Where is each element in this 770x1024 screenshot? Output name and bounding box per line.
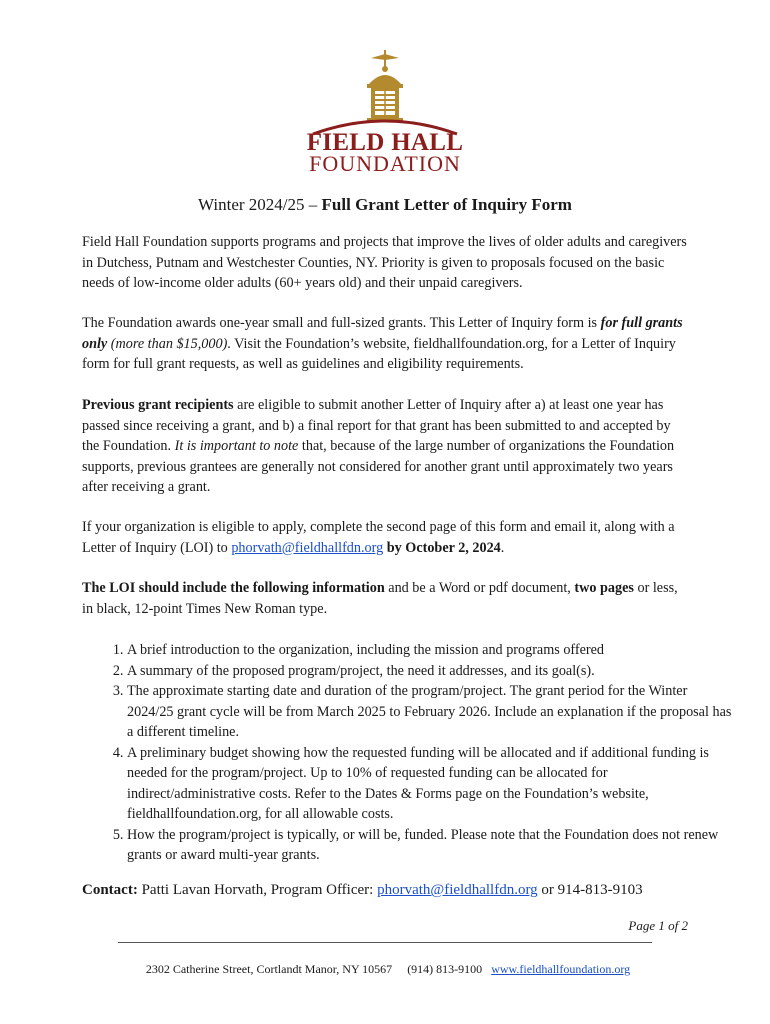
- page-title: [0, 195, 770, 215]
- footer-divider: [118, 942, 652, 943]
- previous-recipients-paragraph: [82, 395, 688, 498]
- p3-heading: Previous grant recipients: [82, 397, 234, 413]
- footer-address: 2302 Catherine Street, Cortlandt Manor, NY 10567: [145, 962, 393, 976]
- contact-email-link[interactable]: phorvath@fieldhallfdn.org: [377, 882, 538, 898]
- foundation-logo: [305, 48, 465, 178]
- p2-text-d: . Visit the Foundation’s website, fieldhallfoundation.org, for a Letter of Inquiry form for full grant requests, as well as guidelines and eligibility requirements.: [82, 335, 676, 372]
- contact-text: Patti Lavan Horvath, Program Officer:: [137, 882, 378, 898]
- list-item: 2. A summary of the proposed program/project, the need it addresses, and its goal(s).: [127, 661, 733, 682]
- footer: [0, 962, 770, 977]
- p5-text-d: or less, in black, 12-point Times New Roman type.: [82, 580, 678, 617]
- loi-contents-list: [82, 640, 733, 866]
- footer-phone: (914) 813-9100: [407, 962, 483, 976]
- title-prefix: Winter 2024/25 –: [198, 195, 322, 214]
- email-link[interactable]: phorvath@fieldhallfdn.org: [231, 539, 384, 556]
- p4-text-c: .: [500, 539, 505, 556]
- contact-label: Contact:: [82, 882, 138, 898]
- list-item: 5. How the program/project is typically, or will be, funded. Please note that the Foundation does not renew grants or award multi-year grants.: [127, 825, 733, 866]
- grant-size-paragraph: [82, 313, 688, 375]
- p3-text-b: are eligible to submit another Letter of Inquiry after a) at least one year has passed since receiving a grant, and b) a final report for that grant has been submitted to and accepted by the Foundation.: [82, 397, 671, 454]
- logo-line-2: FOUNDATION: [309, 151, 461, 176]
- loi-requirements-paragraph: [82, 578, 688, 619]
- intro-paragraph: Field Hall Foundation supports programs and projects that improve the lives of older adults and caregivers in Dutchess, Putnam and Westchester Counties, NY. Priority is given to proposals focused on the basic needs of low-income older adults (60+ years old) and their unpaid caregivers.: [82, 234, 687, 291]
- deadline: by October 2, 2024: [386, 539, 501, 556]
- p3-note: It is important to note: [174, 438, 299, 454]
- p2-text-a: The Foundation awards one-year small and full-sized grants. This Letter of Inquiry form is: [82, 315, 601, 331]
- page-number: Page 1 of 2: [628, 918, 688, 933]
- p2-emphasis: for full grants only: [82, 315, 683, 352]
- apply-paragraph: [82, 517, 688, 558]
- footer-website-link[interactable]: www.fieldhallfoundation.org: [491, 962, 631, 976]
- list-item: 4. A preliminary budget showing how the requested funding will be allocated and if additional funding is needed for the program/project. Up to 10% of requested funding can be allocated for indirect/administrative costs. Refer to the Dates & Forms page on the Foundation’s website, fieldhallfoundation.org, for all allowable costs.: [127, 743, 733, 825]
- p4-text-a: If your organization is eligible to apply, complete the second page of this form and email it, along with a Letter of Inquiry (LOI) to: [82, 519, 675, 556]
- list-item: 3. The approximate starting date and duration of the program/project. The grant period for the Winter 2024/25 grant cycle will be from March 2025 to February 2026. Include an explanation if the proposal has a different timeline.: [127, 681, 733, 743]
- logo-line-1: FIELD HALL: [306, 129, 464, 156]
- contact-phone: or 914-813-9103: [537, 882, 643, 898]
- p5-pages: two pages: [574, 580, 634, 596]
- contact-line: [82, 882, 722, 899]
- list-item: 1. A brief introduction to the organization, including the mission and programs offered: [127, 640, 733, 661]
- p2-amount: (more than $15,000): [107, 335, 228, 352]
- p5-text-b: and be a Word or pdf document,: [384, 580, 575, 596]
- title-bold: Full Grant Letter of Inquiry Form: [321, 195, 572, 214]
- p3-text-d: that, because of the large number of organizations the Foundation supports, previous grantees are generally not considered for another grant until approximately two years after receiving a grant.: [82, 438, 675, 495]
- cupola-icon: [305, 48, 465, 138]
- p5-heading: The LOI should include the following information: [82, 580, 385, 596]
